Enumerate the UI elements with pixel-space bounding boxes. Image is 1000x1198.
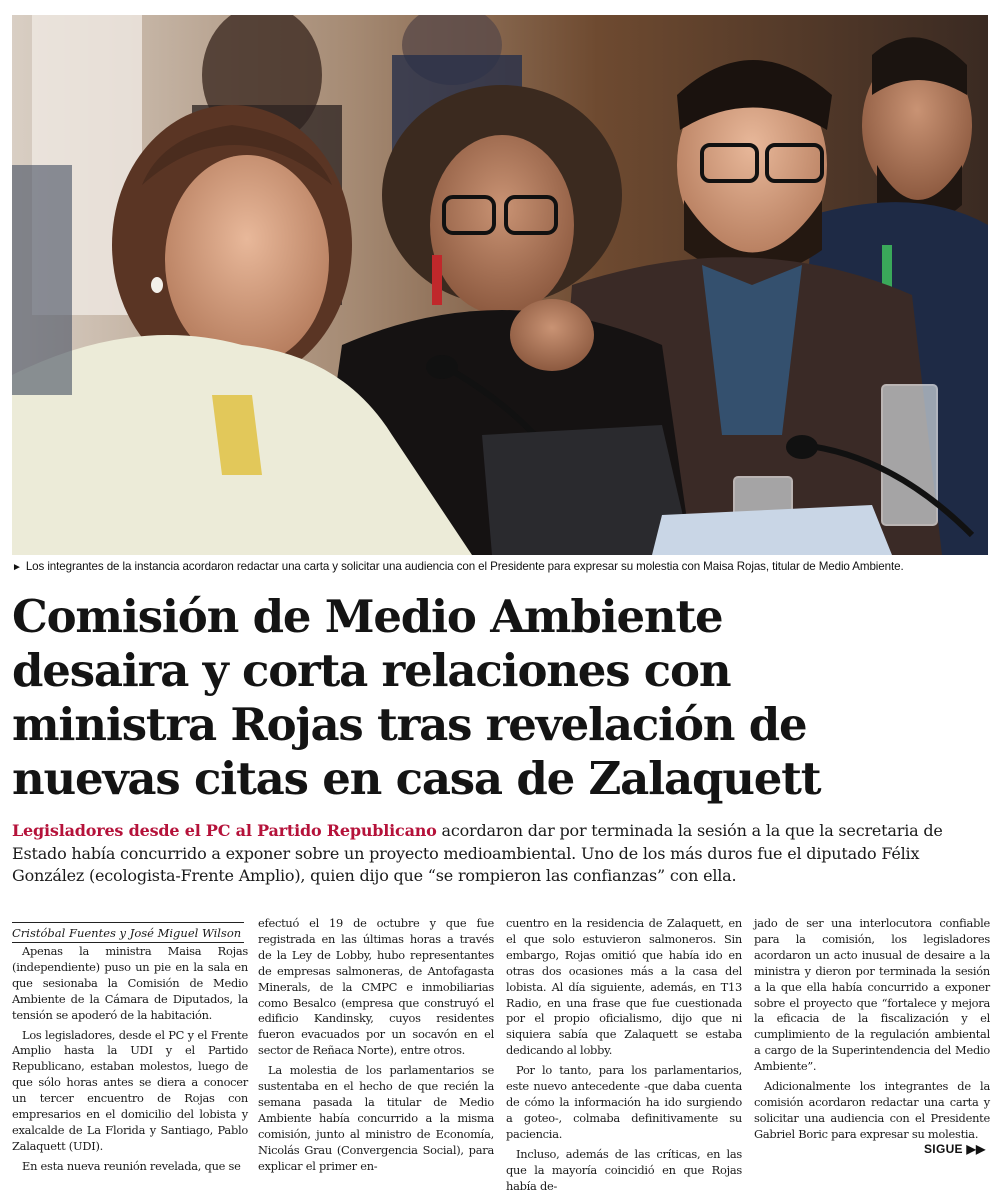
- body-paragraph: jado de ser una interlocutora confiable para la comisión, los legisladores acordaron un acto inusual de desaire a la ministra y dieron por terminada la sesión a la que ella había concurrido a exponer sobre el proyecto que “fortalece y mejora la eficacia de la fiscalización y el cumplimiento de la regulación ambiental a cargo de la Superintendencia del Medio Ambiente”.: [754, 916, 990, 1074]
- body-paragraph: cuentro en la residencia de Zalaquett, en el que solo estuvieron salmoneros. Sin embargo, Rojas omitió que había ido en otras dos ocasiones más a la casa del lobista. Al día siguiente, además, en T13 Radio, en una frase que fue cuestionada por el propio oficialismo, dijo que ni siquiera sabía que Zalaquett se estaba dedicando al lobby.: [506, 916, 742, 1058]
- article-headline: [12, 590, 988, 806]
- caption-marker-icon: ►: [12, 562, 22, 573]
- lead-highlight: Legisladores desde el PC al Partido Republicano: [12, 821, 437, 840]
- body-column-2: [258, 916, 494, 1179]
- body-paragraph: Apenas la ministra Maisa Rojas (independiente) puso un pie en la sala en que sesionaba la Comisión de Medio Ambiente de la Cámara de Diputados, la tensión se apoderó de la habitación.: [12, 944, 248, 1022]
- body-paragraph: Los legisladores, desde el PC y el Frente Amplio hasta la UDI y el Partido Republicano, estaban molestos, luego de que sólo horas antes se diera a conocer un tercer encuentro de Rojas con empresarios en el domicilio del lobista y exalcalde de La Florida y Santiago, Pablo Zalaquett (UDI).: [12, 1027, 248, 1153]
- body-paragraph: Adicionalmente los integrantes de la comisión acordaron redactar una carta y solicitar una audiencia con el Presidente Gabriel Boric para expresar su molestia.: [754, 1079, 990, 1141]
- article-lead: [12, 820, 988, 888]
- byline: Cristóbal Fuentes y José Miguel Wilson: [12, 922, 244, 943]
- body-column-4: [754, 916, 990, 1147]
- body-paragraph: En esta nueva reunión revelada, que se: [22, 1158, 241, 1173]
- headline-line: Comisión de Medio Ambiente: [12, 590, 723, 643]
- article-photo: [12, 15, 988, 555]
- headline-line: nuevas citas en casa de Zalaquett: [12, 752, 821, 805]
- photo-illustration: [12, 15, 988, 555]
- body-column-3: [506, 916, 742, 1198]
- caption-text: Los integrantes de la instancia acordaron redactar una carta y solicitar una audiencia con el Presidente para expresar su molestia con Maisa Rojas, titular de Medio Ambiente.: [25, 560, 904, 573]
- headline-line: ministra Rojas tras revelación de: [12, 698, 807, 751]
- continue-marker: SIGUE ▶▶: [924, 1142, 986, 1156]
- photo-caption: [12, 559, 992, 576]
- body-column-1: [12, 944, 248, 1179]
- body-paragraph: Por lo tanto, para los parlamentarios, este nuevo antecedente -que daba cuenta de cómo la información ha ido surgiendo a goteo-, colmaba definitivamente su paciencia.: [506, 1063, 742, 1141]
- body-paragraph: Incluso, además de las críticas, en las que la mayoría coincidió en que Rojas había de-: [506, 1146, 742, 1193]
- headline-line: desaira y corta relaciones con: [12, 644, 731, 697]
- body-paragraph: La molestia de los parlamentarios se sustentaba en el hecho de que recién la semana pasada la titular de Medio Ambiente había concurrido a la misma comisión, junto al ministro de Economía, Nicolás Grau (Convergencia Social), para explicar el primer en-: [258, 1063, 494, 1173]
- body-paragraph: efectuó el 19 de octubre y que fue registrada en las últimas horas a través de la Ley de Lobby, hubo representantes de empresas salmoneras, de Antofagasta Minerals, de la CMPC e inmobiliarias como Besalco (empresa que construyó el edificio Kandinsky, cuyos residentes fueron evacuados por un socavón en el sector de Reñaca Norte), entre otros.: [258, 916, 494, 1058]
- lead-text: acordaron dar por terminada la sesión a la que la secretaria de Estado había concurrido a exponer sobre un proyecto medioambiental. Uno de los más duros fue el diputado Félix González (ecologista-Frente Amplio), quien dijo que “se rompieron las confianzas” con ella.: [12, 821, 943, 885]
